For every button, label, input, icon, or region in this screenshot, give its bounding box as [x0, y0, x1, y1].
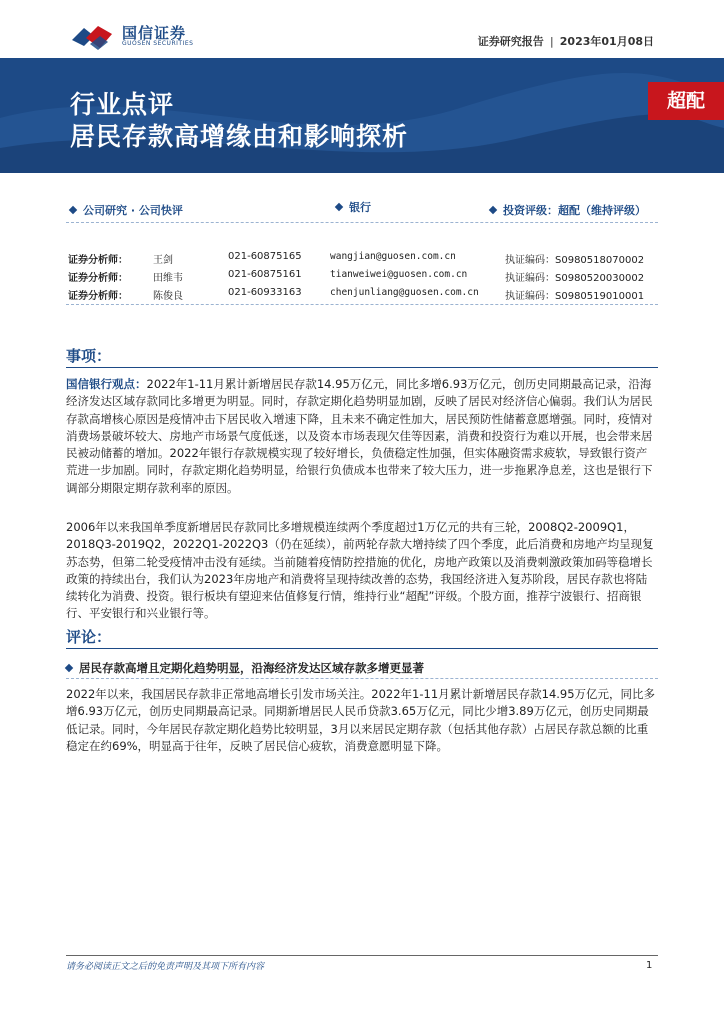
footer-disclaimer: 请务必阅读正文之后的免责声明及其项下所有内容 — [66, 962, 265, 972]
divider — [66, 678, 658, 679]
section-rule — [66, 367, 658, 368]
logo-english-name: GUOSEN SECURITIES — [122, 40, 194, 47]
guosen-logo-icon — [70, 22, 114, 52]
diamond-bullet-icon — [69, 206, 77, 214]
report-title: 居民存款高增缘由和影响探析 — [70, 122, 409, 151]
logo-chinese-name: 国信证券 — [122, 24, 187, 42]
diamond-bullet-icon — [489, 206, 497, 214]
report-info — [478, 33, 654, 49]
report-date: 2023年01月08日 — [559, 35, 654, 48]
analyst-email: tianweiwei@guosen.com.cn — [330, 269, 468, 280]
section-rule — [66, 648, 658, 649]
meta-category: 公司研究 · 公司快评 — [70, 202, 183, 218]
report-kind: 证券研究报告 — [477, 35, 544, 48]
analyst-row: 证券分析师： 陈俊良 021-60933163 chenjunliang@guosen.com.cn 执证编码：S0980519010001 — [68, 287, 645, 302]
analyst-email: wangjian@guosen.com.cn — [330, 251, 456, 262]
rating-tag: 超配 — [648, 82, 724, 120]
analyst-email: chenjunliang@guosen.com.cn — [330, 287, 479, 298]
analyst-row: 证券分析师： 田维韦 021-60875161 tianweiwei@guosen.com.cn 执证编码：S0980520030002 — [68, 269, 645, 284]
footer-rule — [66, 955, 658, 956]
comment-heading: 评论： — [66, 628, 112, 646]
diamond-bullet-icon — [65, 663, 73, 671]
page-number: 1 — [646, 960, 653, 971]
event-paragraph-2: 2006年以来我国单季度新增居民存款同比多增规模连续两个季度超过1万亿元的共有三轮，2008Q2-2009Q1，2018Q3-2019Q2，2022Q1-2022Q3（仍在延续），前两轮存款大增持续了四个季度，此后消费和房地产均呈现复苏态势，但第二轮受疫情冲击没有延续。当前随着疫情防控措施的优化，房地产政策以及消费刺激政策加码等稳增长政策的持续出台，我们认为2023年房地产和消费将呈现持续改善的态势，我国经济进入复苏阶段，居民存款也将陆续转化为消费、投资。银行板块有望迎来估值修复行情，维持行业“超配”评级。个股方面，推荐宁波银行、招商银行、平安银行和兴业银行等。 — [66, 520, 654, 621]
event-paragraph-1: 国信银行观点：2022年1-11月累计新增居民存款14.95万亿元，同比多增6.93万亿元，创历史同期最高记录，沿海经济发达区域存款同比多增更为明显。同时，存款定期化趋势明显加剧，反映了居民对经济信心偏弱。我们认为居民存款高增核心原因是疫情冲击下居民收入增速下降，且未来不确定性加大，居民预防性储蓄意愿增强。同时，疫情对消费场景破坏较大、房地产市场景气度低迷，以及资本市场表现欠佳等因素，消费和投资行为难以开展，也会带来居民被动储蓄的增加。2022年银行存款规模实现了较好增长，负债稳定性加强，但实体融资需求疲软，导致银行资产荒进一步加剧。同时，存款定期化趋势明显，给银行负债成本也带来了较大压力，进一步拖累净息差，这也是银行下调部分期限定期存款利率的原因。 — [66, 377, 653, 495]
separator: | — [549, 35, 554, 48]
analyst-row: 证券分析师： 王剑 021-60875165 wangjian@guosen.com.cn 执证编码：S0980518070002 — [68, 251, 645, 266]
diamond-bullet-icon — [335, 203, 343, 211]
divider — [66, 304, 658, 305]
comment-paragraph-1: 2022年以来，我国居民存款非正常地高增长引发市场关注。2022年1-11月累计新增居民存款14.95万亿元，同比多增6.93万亿元，创历史同期最高记录。同期新增居民人民币贷款3.65万亿元，同比少增3.89万亿元，创历史同期最低记录。同时，今年居民存款定期化趋势比较明显，3月以来居民定期存款（包括其他存款）占居民存款总额的比重稳定在约69%，明显高于往年，反映了居民信心疲软，消费意愿明显下降。 — [66, 687, 656, 753]
event-heading: 事项： — [66, 347, 112, 365]
comment-subheading: 居民存款高增且定期化趋势明显，沿海经济发达区域存款多增更显著 — [66, 660, 658, 676]
meta-rating: 投资评级：超配（维持评级） — [490, 202, 646, 218]
lead-label: 国信银行观点： — [66, 377, 147, 391]
report-type: 行业点评 — [70, 90, 175, 119]
divider — [66, 222, 658, 223]
meta-industry: 银行 — [336, 199, 371, 215]
